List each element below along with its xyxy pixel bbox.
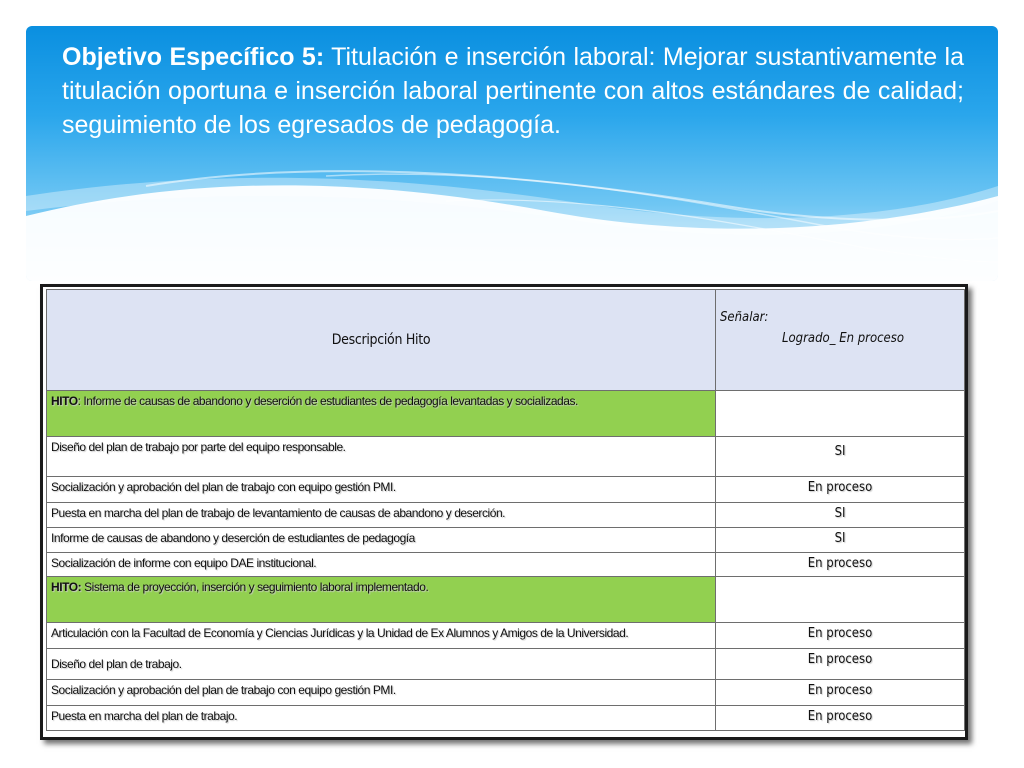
- row-description: Socialización y aprobación del plan de trabajo con equipo gestión PMI.: [47, 680, 716, 706]
- hito-text: : Informe de causas de abandono y deserción de estudiantes de pedagogía levantadas y socializadas.: [77, 394, 578, 408]
- table-row-hito-1: [47, 391, 965, 437]
- row-description: Informe de causas de abandono y deserción de estudiantes de pedagogía: [47, 528, 716, 553]
- hito-description: [47, 577, 716, 623]
- row-estado: SI: [716, 503, 965, 528]
- table-header-row: [47, 290, 965, 391]
- row-description: Articulación con la Facultad de Economía y Ciencias Jurídicas y la Unidad de Ex Alumnos y Amigos de la Universidad.: [47, 623, 716, 649]
- row-estado: SI: [716, 437, 965, 477]
- table-row: [47, 680, 965, 706]
- hitos-table: [46, 289, 965, 731]
- table-row: [47, 623, 965, 649]
- row-estado: [716, 577, 965, 623]
- header-senalar: [716, 290, 965, 391]
- row-description: Diseño del plan de trabajo.: [47, 649, 716, 680]
- table-row: [47, 706, 965, 731]
- row-estado: En proceso: [716, 623, 965, 649]
- hitos-table-frame: [40, 284, 968, 740]
- row-estado: En proceso: [716, 649, 965, 680]
- row-estado: [716, 391, 965, 437]
- row-estado: En proceso: [716, 477, 965, 503]
- row-description: Socialización y aprobación del plan de trabajo con equipo gestión PMI.: [47, 477, 716, 503]
- header-senalar-line2: Logrado_ En proceso: [782, 331, 904, 346]
- table-row: [47, 503, 965, 528]
- table-row-hito-2: [47, 577, 965, 623]
- table-row: [47, 528, 965, 553]
- row-description: Puesta en marcha del plan de trabajo.: [47, 706, 716, 731]
- row-description: Diseño del plan de trabajo por parte del equipo responsable.: [47, 437, 716, 477]
- row-description: Puesta en marcha del plan de trabajo de levantamiento de causas de abandono y deserción.: [47, 503, 716, 528]
- header-descripcion: Descripción Hito: [47, 290, 716, 391]
- row-estado: En proceso: [716, 706, 965, 731]
- hito-text: Sistema de proyección, inserción y seguimiento laboral implementado.: [81, 580, 429, 594]
- row-estado: En proceso: [716, 680, 965, 706]
- table-row: [47, 649, 965, 680]
- slide-title: [62, 40, 964, 142]
- header-senalar-line1: Señalar:: [720, 310, 769, 325]
- table-row: [47, 477, 965, 503]
- row-estado: SI: [716, 528, 965, 553]
- row-description: Socialización de informe con equipo DAE institucional.: [47, 553, 716, 577]
- hito-description: [47, 391, 716, 437]
- title-text: Titulación e inserción laboral: Mejorar sustantivamente la titulación oportuna e inserción laboral pertinente con altos estándares de calidad; seguimiento de los egresados de pedagogía.: [62, 43, 964, 139]
- hito-label: HITO:: [51, 580, 82, 594]
- table-row: [47, 437, 965, 477]
- table-row: [47, 553, 965, 577]
- hito-label: HITO: [51, 394, 78, 408]
- title-bold: Objetivo Específico 5:: [62, 43, 325, 71]
- slide-header: [26, 26, 998, 281]
- row-estado: En proceso: [716, 553, 965, 577]
